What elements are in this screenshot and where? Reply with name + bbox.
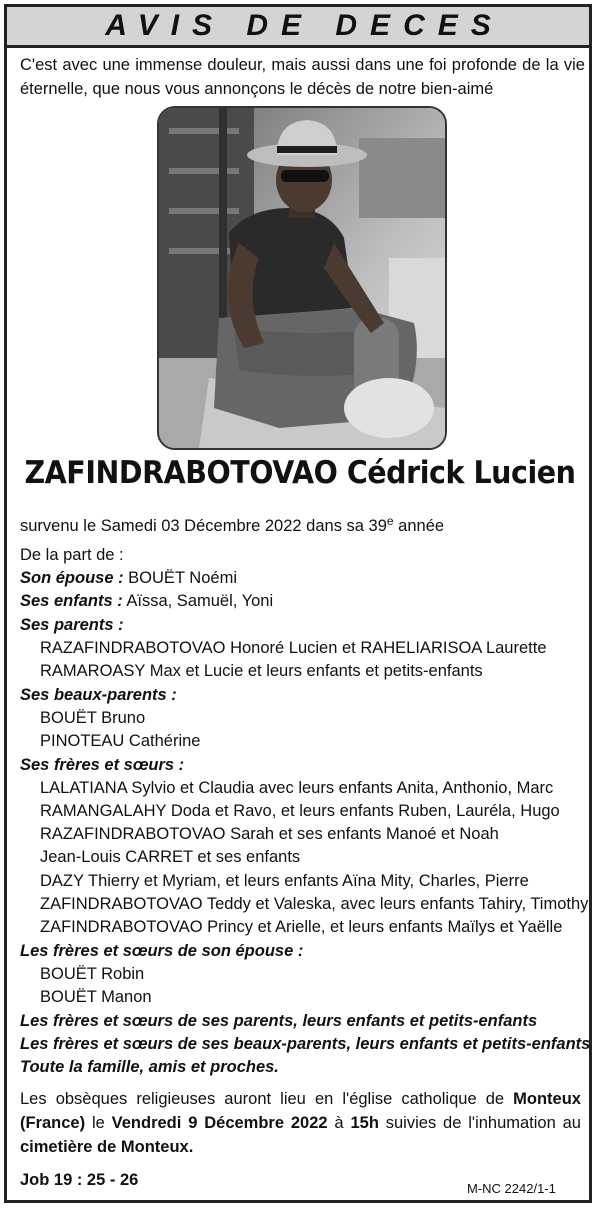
children-line (20, 590, 273, 612)
burial-place: cimetière de Monteux. (20, 1138, 194, 1156)
spouse-siblings-line: BOUËT Robin (40, 965, 145, 983)
funeral-text: Les obsèques religieuses auront lieu en l'église catholique de (20, 1090, 514, 1108)
siblings-line: LALATIANA Sylvio et Claudia avec leurs enfants Anita, Anthonio, Marc (40, 779, 554, 797)
date-text-end: année (393, 517, 445, 535)
date-line (20, 510, 444, 537)
siblings-label: Ses frères et sœurs : (20, 756, 185, 774)
parents-line: RAMAROASY Max et Lucie et leurs enfants et petits-enfants (40, 662, 483, 680)
ordinal-suffix: e (386, 514, 394, 528)
funeral-text: à (327, 1114, 351, 1132)
date-text: survenu le Samedi 03 Décembre 2022 dans sa 39 (20, 517, 387, 535)
children-label: Ses enfants : (20, 592, 123, 610)
intro-text: C'est avec une immense douleur, mais aussi dans une foi profonde de la vie éternelle, que nous vous annonçons le décès de notre bien-aimé (20, 56, 585, 98)
parents-label: Ses parents : (20, 616, 124, 634)
from-label: De la part de : (20, 546, 124, 564)
siblings-line: ZAFINDRABOTOVAO Teddy et Valeska, avec leurs enfants Tahiry, Timothy (40, 895, 589, 913)
spouse-siblings-line: BOUËT Manon (40, 988, 152, 1006)
closing-line: Toute la famille, amis et proches. (20, 1058, 279, 1076)
in-laws-line: BOUËT Bruno (40, 709, 146, 727)
notice-title: AVIS DE DECES (105, 9, 504, 42)
siblings-line: RAMANGALAHY Doda et Ravo, et leurs enfants Ruben, Lauréla, Hugo (40, 802, 560, 820)
siblings-line: DAZY Thierry et Myriam, et leurs enfants Aïna Mity, Charles, Pierre (40, 872, 529, 890)
in-laws-label: Ses beaux-parents : (20, 686, 177, 704)
in-laws-line: PINOTEAU Cathérine (40, 732, 201, 750)
closing-line: Les frères et sœurs de ses parents, leurs enfants et petits-enfants (20, 1012, 538, 1030)
parents-line: RAZAFINDRABOTOVAO Honoré Lucien et RAHELIARISOA Laurette (40, 639, 547, 657)
spouse-value: BOUËT Noémi (123, 569, 237, 587)
bible-verse: Job 19 : 25 - 26 (20, 1171, 139, 1189)
spouse-label: Son épouse : (20, 569, 124, 587)
reference-code: M-NC 2242/1-1 (467, 1181, 556, 1196)
funeral-place: Monteux (France) (20, 1090, 581, 1132)
closing-line: Les frères et sœurs de ses beaux-parents, leurs enfants et petits-enfants (20, 1035, 591, 1053)
notice-header (4, 4, 592, 48)
funeral-text: le (85, 1114, 112, 1132)
funeral-text: suivies de l'inhumation au (378, 1114, 581, 1132)
portrait-photo (157, 106, 447, 450)
siblings-line: Jean-Louis CARRET et ses enfants (40, 848, 301, 866)
spouse-siblings-label: Les frères et sœurs de son épouse : (20, 942, 304, 960)
children-value: Aïssa, Samuël, Yoni (122, 592, 274, 610)
spouse-line (20, 567, 237, 589)
siblings-line: ZAFINDRABOTOVAO Princy et Arielle, et leurs enfants Maïlys et Yaëlle (40, 918, 563, 936)
funeral-time: 15h (350, 1114, 379, 1132)
deceased-name: ZAFINDRABOTOVAO Cédrick Lucien (24, 455, 576, 491)
funeral-details (20, 1087, 581, 1159)
funeral-date: Vendredi 9 Décembre 2022 (111, 1114, 328, 1132)
siblings-line: RAZAFINDRABOTOVAO Sarah et ses enfants Manoé et Noah (40, 825, 499, 843)
